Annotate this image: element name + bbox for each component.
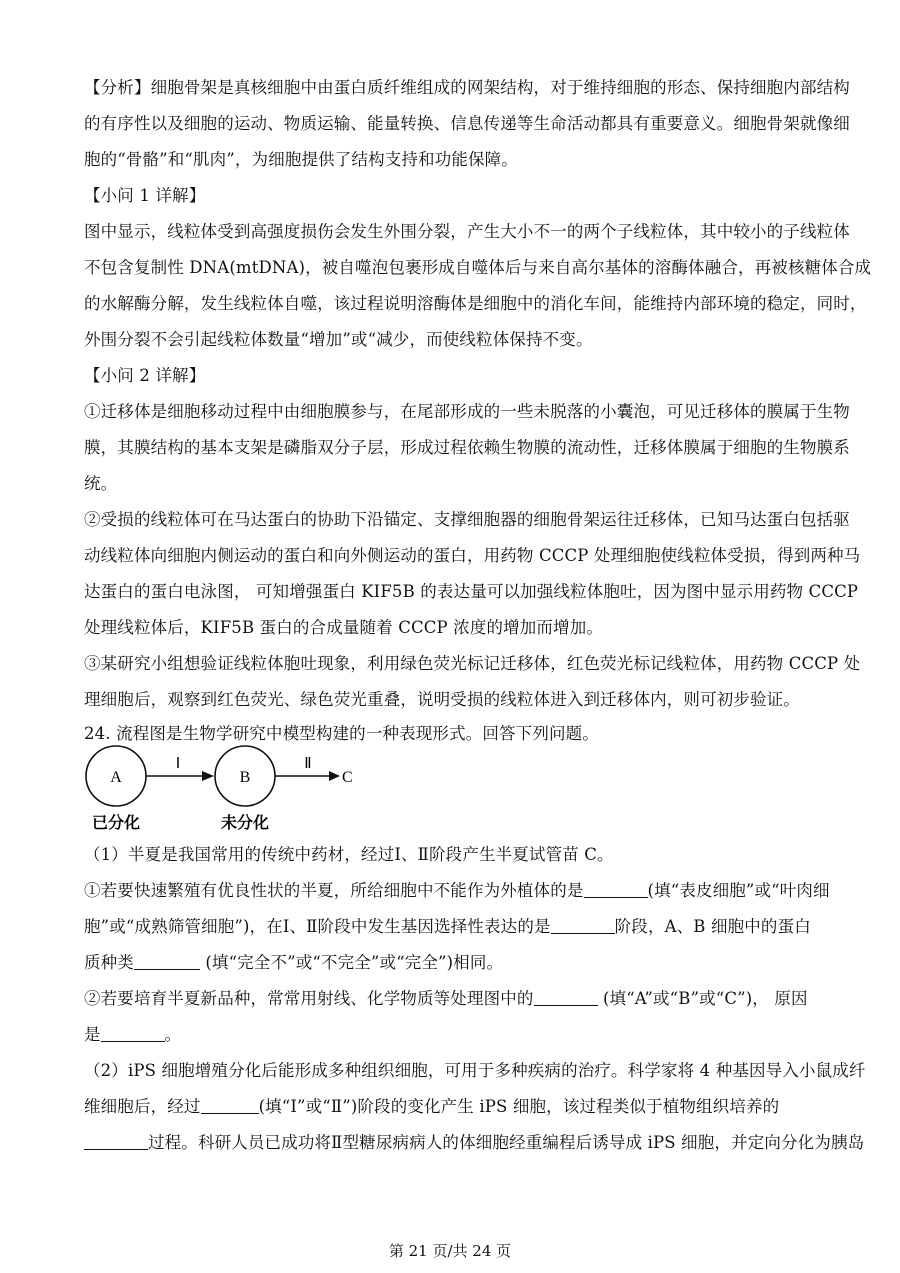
node-c-label: C [342, 769, 353, 786]
s1a-text-1: ①若要快速繁殖有优良性状的半夏，所给细胞中不能作为外植体的是 [84, 881, 584, 900]
answer-blank-5[interactable] [101, 1025, 165, 1042]
q2-heading: 【小问 2 详解】 [84, 366, 206, 385]
q24-s1: （1）半夏是我国常用的传统中药材，经过Ⅰ、Ⅱ阶段产生半夏试管苗 C。 [84, 845, 614, 864]
s1a-text-5: 质种类 [84, 953, 134, 972]
q2-p3-line-1: ③某研究小组想验证线粒体胞吐现象，利用绿色荧光标记迁移体，红色荧光标记线粒体，用药物 CCCP 处 [84, 654, 861, 673]
q2-p1-line-1: ①迁移体是细胞移动过程中由细胞膜参与，在尾部形成的一些未脱落的小囊泡，可见迁移体的膜属于生物 [84, 402, 850, 421]
answer-blank-7[interactable] [84, 1133, 148, 1150]
q2-p2-line-4: 处理线粒体后，KIF5B 蛋白的合成量随着 CCCP 浓度的增加而增加。 [84, 618, 604, 637]
s1a-text-6: (填“完全不”或“不完全”或“完全”)相同。 [199, 953, 504, 972]
answer-blank-3[interactable] [134, 953, 200, 970]
s2-text-3: 过程。科研人员已成功将Ⅱ型糖尿病病人的体细胞经重编程后诱导成 iPS 细胞，并定向分化为胰岛 [148, 1133, 865, 1152]
q24-s1a-line-2 [84, 917, 820, 937]
s1b-text-4: 。 [164, 1025, 182, 1044]
s2-text-1: 维细胞后，经过 [84, 1097, 201, 1116]
analysis-line-1: 【分析】细胞骨架是真核细胞中由蛋白质纤维组成的网架结构，对于维持细胞的形态、保持细胞内部结构 [84, 78, 850, 97]
label-undifferentiated: 未分化 [220, 813, 270, 832]
flow-diagram [84, 742, 384, 838]
s1a-text-2: (填“表皮细胞”或“叶肉细 [647, 881, 830, 900]
s1a-text-4: 阶段，A、B 细胞中的蛋白 [614, 917, 811, 936]
arrow-1-head [202, 771, 214, 781]
answer-blank-2[interactable] [551, 917, 615, 934]
arrow-2-head [329, 771, 340, 781]
arrow-1-label: Ⅰ [175, 756, 181, 772]
q24-s2-line-2 [84, 1097, 820, 1117]
node-b-label: B [239, 769, 251, 786]
page-footer: 第 21 页/共 24 页 [388, 1242, 512, 1260]
label-differentiated: 已分化 [91, 813, 141, 832]
node-a-label: A [110, 769, 122, 786]
q2-p3-line-2: 理细胞后，观察到红色荧光、绿色荧光重叠，说明受损的线粒体进入到迁移体内，则可初步验证。 [84, 690, 800, 709]
answer-blank-4[interactable] [534, 989, 598, 1006]
q1-line-4: 外围分裂不会引起线粒体数量“增加”或“减少，而使线粒体保持不变。 [84, 330, 593, 349]
flow-diagram-svg [84, 742, 384, 838]
analysis-line-2: 的有序性以及细胞的运动、物质运输、能量转换、信息传递等生命活动都具有重要意义。细胞骨架就像细 [84, 114, 850, 133]
answer-blank-6[interactable] [201, 1097, 259, 1114]
s1a-text-3: 胞”或“成熟筛管细胞”)，在Ⅰ、Ⅱ阶段中发生基因选择性表达的是 [84, 917, 551, 936]
q2-p1-line-2: 膜，其膜结构的基本支架是磷脂双分子层，形成过程依赖生物膜的流动性，迁移体膜属于细胞的生物膜系 [84, 438, 850, 457]
q24-s1a-line-1 [84, 881, 830, 901]
q24-s2-line-3 [84, 1133, 865, 1153]
q2-p2-line-3: 达蛋白的蛋白电泳图， 可知增强蛋白 KIF5B 的表达量可以加强线粒体胞吐，因为图中显示用药物 CCCP [84, 582, 859, 601]
q1-line-2: 不包含复制性 DNA(mtDNA)，被自噬泡包裹形成自噬体后与来自高尔基体的溶酶体融合，再被核糖体合成 [84, 258, 872, 277]
q24-title: 24. 流程图是生物学研究中模型构建的一种表现形式。回答下列问题。 [84, 724, 599, 743]
q1-line-1: 图中显示，线粒体受到高强度损伤会发生外围分裂，产生大小不一的两个子线粒体，其中较小的子线粒体 [84, 222, 850, 241]
s1b-text-1: ②若要培育半夏新品种，常常用射线、化学物质等处理图中的 [84, 989, 534, 1008]
answer-blank-1[interactable] [584, 881, 648, 898]
s2-text-2: (填“Ⅰ”或“Ⅱ”)阶段的变化产生 iPS 细胞，该过程类似于植物组织培养的 [258, 1097, 780, 1116]
q1-heading: 【小问 1 详解】 [84, 186, 206, 205]
q1-line-3: 的水解酶分解，发生线粒体自噬，该过程说明溶酶体是细胞中的消化车间，能维持内部环境的稳定，同时， [84, 294, 867, 313]
q24-s2-line-1: （2）iPS 细胞增殖分化后能形成多种组织细胞，可用于多种疾病的治疗。科学家将 4 种基因导入小鼠成纤 [84, 1061, 866, 1080]
arrow-2-label: Ⅱ [304, 756, 312, 772]
q24-s1b-line-2 [84, 1025, 820, 1045]
s1b-text-3: 是 [84, 1025, 101, 1044]
q2-p2-line-2: 动线粒体向细胞内侧运动的蛋白和向外侧运动的蛋白，用药物 CCCP 处理细胞使线粒体受损，得到两种马 [84, 546, 861, 565]
q2-p2-line-1: ②受损的线粒体可在马达蛋白的协助下沿锚定、支撑细胞器的细胞骨架运往迁移体，已知马达蛋白包括驱 [84, 510, 850, 529]
q24-s1a-line-3 [84, 953, 820, 973]
s1b-text-2: (填“A”或“B”或“C”)， 原因 [597, 989, 808, 1008]
q24-s1b-line-1 [84, 989, 820, 1009]
q2-p1-line-3: 统。 [84, 474, 118, 493]
analysis-line-3: 胞的“骨骼”和“肌肉”，为细胞提供了结构支持和功能保障。 [84, 150, 518, 169]
